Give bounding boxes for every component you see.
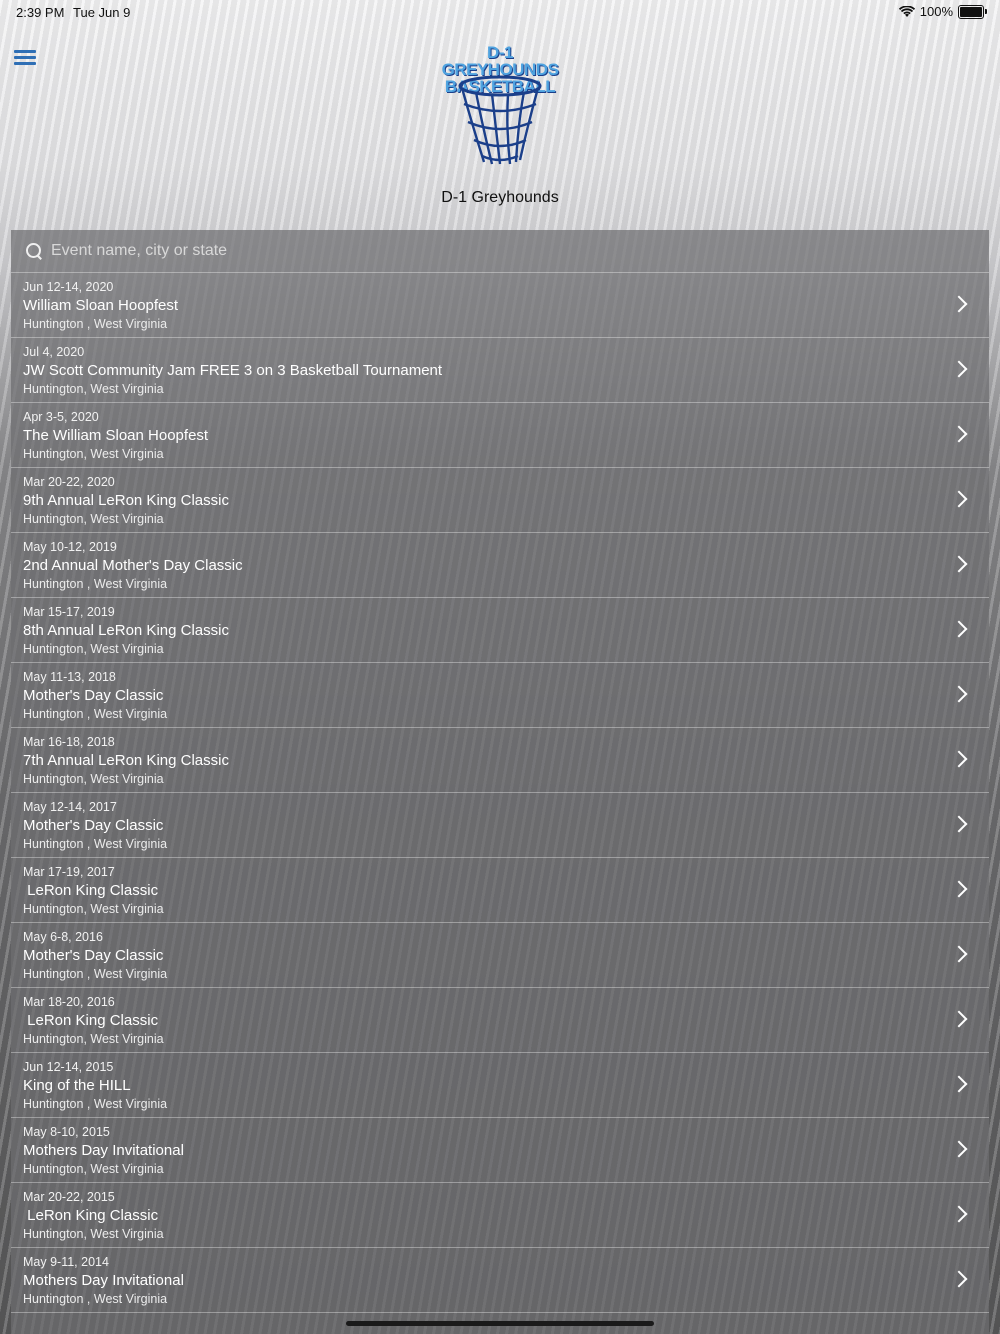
event-location: Huntington, West Virginia	[23, 642, 164, 656]
team-logo	[440, 44, 560, 169]
event-location: Huntington, West Virginia	[23, 1227, 164, 1241]
event-name: Mothers Day Invitational	[23, 1142, 184, 1159]
chevron-right-icon	[951, 491, 968, 508]
event-date: Mar 15-17, 2019	[23, 605, 115, 619]
event-location: Huntington , West Virginia	[23, 707, 168, 721]
chevron-right-icon	[951, 881, 968, 898]
event-date: Mar 16-18, 2018	[23, 735, 115, 749]
chevron-right-icon	[951, 1141, 968, 1158]
event-row[interactable]	[11, 533, 989, 598]
chevron-right-icon	[951, 361, 968, 378]
event-date: Jul 4, 2020	[23, 345, 85, 359]
event-name: 7th Annual LeRon King Classic	[23, 752, 229, 769]
event-location: Huntington , West Virginia	[23, 1097, 168, 1111]
event-location: Huntington, West Virginia	[23, 447, 164, 461]
event-row[interactable]	[11, 338, 989, 403]
event-row[interactable]	[11, 728, 989, 793]
logo-line1: D-1 GREYHOUNDS	[441, 43, 559, 79]
event-date: Mar 18-20, 2016	[23, 995, 115, 1009]
chevron-right-icon	[951, 1076, 968, 1093]
event-location: Huntington, West Virginia	[23, 512, 164, 526]
battery-percent: 100%	[919, 4, 953, 19]
chevron-right-icon	[951, 751, 968, 768]
chevron-right-icon	[951, 686, 968, 703]
event-row[interactable]	[11, 1053, 989, 1118]
event-location: Huntington, West Virginia	[23, 902, 164, 916]
search-bar	[11, 230, 989, 273]
event-row[interactable]	[11, 988, 989, 1053]
status-indicators	[899, 4, 984, 19]
chevron-right-icon	[951, 426, 968, 443]
chevron-right-icon	[951, 296, 968, 313]
wifi-icon	[899, 6, 915, 18]
event-date: May 12-14, 2017	[23, 800, 117, 814]
event-row[interactable]	[11, 858, 989, 923]
event-location: Huntington , West Virginia	[23, 317, 168, 331]
event-name: Mothers Day Invitational	[23, 1272, 184, 1289]
event-name: JW Scott Community Jam FREE 3 on 3 Basketball Tournament	[23, 362, 443, 379]
chevron-right-icon	[951, 1271, 968, 1288]
event-location: Huntington, West Virginia	[23, 382, 164, 396]
event-location: Huntington , West Virginia	[23, 967, 168, 981]
event-date: Apr 3-5, 2020	[23, 410, 99, 424]
event-name: King of the HILL	[23, 1077, 131, 1094]
event-row[interactable]	[11, 598, 989, 663]
event-date: May 10-12, 2019	[23, 540, 117, 554]
event-date: Mar 17-19, 2017	[23, 865, 115, 879]
event-location: Huntington , West Virginia	[23, 577, 168, 591]
search-icon	[25, 242, 43, 260]
event-date: May 6-8, 2016	[23, 930, 103, 944]
event-date: Mar 20-22, 2015	[23, 1190, 115, 1204]
logo-line2: BASKETBALL	[444, 77, 556, 96]
event-row[interactable]	[11, 273, 989, 338]
event-row[interactable]	[11, 1183, 989, 1248]
event-name: 9th Annual LeRon King Classic	[23, 492, 229, 509]
event-name: Mother's Day Classic	[23, 947, 164, 964]
home-indicator[interactable]	[346, 1321, 654, 1326]
search-input[interactable]	[49, 241, 933, 261]
chevron-right-icon	[951, 556, 968, 573]
chevron-right-icon	[951, 621, 968, 638]
chevron-right-icon	[951, 816, 968, 833]
status-bar	[0, 0, 1000, 24]
event-row[interactable]	[11, 923, 989, 988]
event-name: 2nd Annual Mother's Day Classic	[23, 557, 243, 574]
event-date: May 11-13, 2018	[23, 670, 116, 684]
event-list	[11, 273, 989, 1313]
event-name: LeRon King Classic	[23, 1207, 159, 1224]
event-name: William Sloan Hoopfest	[23, 297, 179, 314]
event-row[interactable]	[11, 403, 989, 468]
event-row[interactable]	[11, 1248, 989, 1313]
event-name: 8th Annual LeRon King Classic	[23, 622, 229, 639]
event-name: Mother's Day Classic	[23, 817, 164, 834]
event-date: Jun 12-14, 2015	[23, 1060, 114, 1074]
events-panel	[11, 230, 989, 1334]
event-row[interactable]	[11, 663, 989, 728]
basketball-net-icon	[454, 74, 546, 166]
status-time: 2:39 PM	[16, 5, 65, 20]
event-row[interactable]	[11, 793, 989, 858]
event-location: Huntington, West Virginia	[23, 1162, 164, 1176]
event-name: The William Sloan Hoopfest	[23, 427, 209, 444]
status-date: Tue Jun 9	[73, 5, 131, 20]
event-location: Huntington , West Virginia	[23, 1292, 168, 1306]
event-location: Huntington, West Virginia	[23, 1032, 164, 1046]
event-location: Huntington, West Virginia	[23, 772, 164, 786]
event-name: LeRon King Classic	[23, 1012, 159, 1029]
event-name: Mother's Day Classic	[23, 687, 164, 704]
team-name: D-1 Greyhounds	[441, 189, 559, 206]
event-row[interactable]	[11, 1118, 989, 1183]
event-date: Mar 20-22, 2020	[23, 475, 115, 489]
chevron-right-icon	[951, 946, 968, 963]
event-name: LeRon King Classic	[23, 882, 159, 899]
event-date: May 9-11, 2014	[23, 1255, 109, 1269]
menu-icon[interactable]	[14, 50, 36, 70]
chevron-right-icon	[951, 1206, 968, 1223]
battery-icon	[958, 5, 984, 19]
event-location: Huntington , West Virginia	[23, 837, 168, 851]
event-row[interactable]	[11, 468, 989, 533]
event-date: May 8-10, 2015	[23, 1125, 110, 1139]
chevron-right-icon	[951, 1011, 968, 1028]
event-date: Jun 12-14, 2020	[23, 280, 114, 294]
